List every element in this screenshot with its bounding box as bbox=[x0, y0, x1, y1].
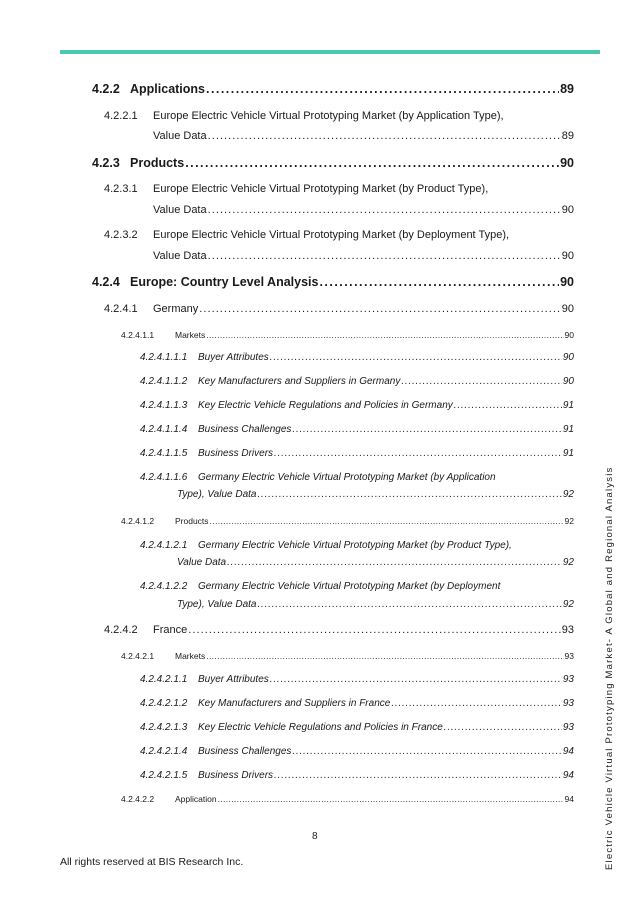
toc-number: 4.2.4.2.1.4 bbox=[140, 746, 188, 757]
toc-entry-4-2-4-2-1-2[interactable] bbox=[140, 698, 574, 709]
toc-number: 4.2.4.2.1 bbox=[121, 651, 155, 661]
toc-title: Buyer Attributes bbox=[198, 674, 269, 685]
leader-dots bbox=[206, 82, 559, 96]
toc-title: Key Electric Vehicle Regulations and Policies in France bbox=[198, 722, 443, 733]
toc-number: 4.2.3.1 bbox=[104, 183, 138, 195]
leader-dots bbox=[210, 516, 564, 526]
toc-page: 93 bbox=[562, 722, 574, 733]
toc-entry-4-2-4-1-1-6-line1[interactable] bbox=[140, 472, 496, 483]
toc-title: Buyer Attributes bbox=[198, 352, 269, 363]
toc-page: 92 bbox=[562, 489, 574, 500]
toc-number: 4.2.4.2.1.3 bbox=[140, 722, 188, 733]
toc-page: 93 bbox=[564, 651, 574, 661]
toc-title: Germany bbox=[153, 303, 199, 315]
toc-title: Markets bbox=[175, 651, 206, 661]
leader-dots bbox=[208, 250, 561, 262]
toc-entry-4-2-2-1-line1[interactable] bbox=[104, 110, 504, 122]
toc-number: 4.2.4.1.1.3 bbox=[140, 400, 188, 411]
toc-entry-4-2-4-1-1[interactable] bbox=[121, 330, 574, 340]
toc-number: 4.2.4.1.1.5 bbox=[140, 448, 188, 459]
toc-title-line1: Europe Electric Vehicle Virtual Prototyping Market (by Deployment Type), bbox=[153, 229, 510, 241]
toc-title: Europe: Country Level Analysis bbox=[130, 275, 319, 289]
toc-page: 90 bbox=[561, 303, 574, 315]
toc-title: Key Electric Vehicle Regulations and Policies in Germany bbox=[198, 400, 453, 411]
toc-title: Markets bbox=[175, 330, 206, 340]
toc-page: 89 bbox=[561, 130, 574, 142]
toc-title-line1: Europe Electric Vehicle Virtual Prototyping Market (by Product Type), bbox=[153, 183, 489, 195]
toc-entry-4-2-4[interactable] bbox=[92, 275, 574, 289]
toc-title-line1: Europe Electric Vehicle Virtual Prototyping Market (by Application Type), bbox=[153, 110, 504, 122]
toc-entry-4-2-4-2-1-1[interactable] bbox=[140, 674, 574, 685]
toc-number: 4.2.3 bbox=[92, 156, 120, 170]
toc-number: 4.2.4.1.1.6 bbox=[140, 472, 188, 483]
toc-entry-4-2-4-2-1[interactable] bbox=[121, 651, 574, 661]
leader-dots bbox=[270, 352, 562, 363]
toc-page: 90 bbox=[560, 156, 574, 170]
toc-number: 4.2.4.1 bbox=[104, 303, 138, 315]
toc-number: 4.2.4.1.1.1 bbox=[140, 352, 188, 363]
toc-title: Business Challenges bbox=[198, 424, 292, 435]
toc-number: 4.2.4.1.1.2 bbox=[140, 376, 188, 387]
leader-dots bbox=[274, 770, 562, 781]
toc-title: Type), Value Data bbox=[177, 489, 257, 500]
toc-title-line1: Germany Electric Vehicle Virtual Prototyping Market (by Application bbox=[198, 472, 496, 483]
toc-entry-4-2-2[interactable] bbox=[92, 82, 574, 96]
toc-entry-4-2-4-2-1-3[interactable] bbox=[140, 722, 574, 733]
leader-dots bbox=[391, 698, 562, 709]
toc-page: 92 bbox=[564, 516, 574, 526]
toc-title: Products bbox=[175, 516, 209, 526]
toc-title: Business Drivers bbox=[198, 448, 274, 459]
leader-dots bbox=[401, 376, 562, 387]
toc-entry-4-2-4-1-2[interactable] bbox=[121, 516, 574, 526]
toc-page: 89 bbox=[560, 82, 574, 96]
page-number: 8 bbox=[312, 831, 318, 842]
toc-title: Key Manufacturers and Suppliers in Germany bbox=[198, 376, 401, 387]
toc-page: 90 bbox=[561, 250, 574, 262]
toc-page: 92 bbox=[562, 557, 574, 568]
toc-page: 91 bbox=[562, 400, 574, 411]
toc-title-line1: Germany Electric Vehicle Virtual Prototyping Market (by Deployment bbox=[198, 581, 501, 592]
toc-title: Value Data bbox=[153, 130, 207, 142]
toc-number: 4.2.4 bbox=[92, 275, 120, 289]
toc-entry-4-2-4-2-2[interactable] bbox=[121, 794, 574, 804]
toc-number: 4.2.4.2.2 bbox=[121, 794, 155, 804]
toc-entry-4-2-4-1-1-1[interactable] bbox=[140, 352, 574, 363]
leader-dots bbox=[208, 130, 561, 142]
toc-entry-4-2-3-1-line1[interactable] bbox=[104, 183, 488, 195]
toc-title-line1: Germany Electric Vehicle Virtual Prototyping Market (by Product Type), bbox=[198, 540, 512, 551]
leader-dots bbox=[227, 557, 562, 568]
leader-dots bbox=[292, 424, 561, 435]
toc-entry-4-2-3[interactable] bbox=[92, 156, 574, 170]
toc-page: 91 bbox=[562, 448, 574, 459]
toc-title: Business Drivers bbox=[198, 770, 274, 781]
toc-page: 90 bbox=[561, 204, 574, 216]
toc-entry-4-2-4-1-2-2-line1[interactable] bbox=[140, 581, 500, 592]
leader-dots bbox=[319, 275, 559, 289]
leader-dots bbox=[444, 722, 562, 733]
leader-dots bbox=[188, 624, 561, 636]
toc-number: 4.2.4.2.1.1 bbox=[140, 674, 188, 685]
toc-entry-4-2-4-1[interactable] bbox=[104, 303, 574, 315]
toc-entry-4-2-3-2-line1[interactable] bbox=[104, 229, 509, 241]
toc-page: 93 bbox=[561, 624, 574, 636]
toc-title: Business Challenges bbox=[198, 746, 292, 757]
toc-entry-4-2-3-2[interactable] bbox=[153, 250, 574, 262]
leader-dots bbox=[206, 651, 563, 661]
toc-number: 4.2.4.2.1.5 bbox=[140, 770, 188, 781]
toc-title: Value Data bbox=[177, 557, 227, 568]
toc-page: 93 bbox=[562, 698, 574, 709]
toc-entry-4-2-4-2[interactable] bbox=[104, 624, 574, 636]
leader-dots bbox=[454, 400, 562, 411]
toc-page: 92 bbox=[562, 599, 574, 610]
toc-page: 94 bbox=[562, 746, 574, 757]
toc-page: 93 bbox=[562, 674, 574, 685]
toc-number: 4.2.2.1 bbox=[104, 110, 138, 122]
leader-dots bbox=[206, 330, 563, 340]
toc-number: 4.2.4.1.2 bbox=[121, 516, 155, 526]
toc-page: 91 bbox=[562, 424, 574, 435]
toc-entry-4-2-3-1[interactable] bbox=[153, 204, 574, 216]
toc-title: Value Data bbox=[153, 204, 207, 216]
leader-dots bbox=[218, 794, 564, 804]
toc-entry-4-2-4-1-1-5[interactable] bbox=[140, 448, 574, 459]
toc-number: 4.2.3.2 bbox=[104, 229, 138, 241]
toc-number: 4.2.4.2 bbox=[104, 624, 138, 636]
toc-number: 4.2.2 bbox=[92, 82, 120, 96]
toc-number: 4.2.4.1.2.2 bbox=[140, 581, 188, 592]
toc-entry-4-2-4-1-1-4[interactable] bbox=[140, 424, 574, 435]
toc-page: 90 bbox=[562, 352, 574, 363]
toc-page: 94 bbox=[562, 770, 574, 781]
footer-copyright: All rights reserved at BIS Research Inc. bbox=[60, 856, 244, 868]
toc-entry-4-2-4-2-1-5[interactable] bbox=[140, 770, 574, 781]
leader-dots bbox=[257, 599, 561, 610]
toc-page: 90 bbox=[562, 376, 574, 387]
toc-entry-4-2-4-2-1-4[interactable] bbox=[140, 746, 574, 757]
leader-dots bbox=[208, 204, 561, 216]
toc-number: 4.2.4.2.1.2 bbox=[140, 698, 188, 709]
leader-dots bbox=[185, 156, 559, 170]
toc-title: Key Manufacturers and Suppliers in France bbox=[198, 698, 391, 709]
toc-number: 4.2.4.1.1.4 bbox=[140, 424, 188, 435]
side-running-title: Electric Vehicle Virtual Prototyping Market- A Global and Regional Analysis bbox=[604, 466, 615, 870]
toc-entry-4-2-4-1-2-1[interactable] bbox=[177, 557, 574, 568]
toc-entry-4-2-4-1-1-3[interactable] bbox=[140, 400, 574, 411]
toc-page: 90 bbox=[560, 275, 574, 289]
toc-entry-4-2-2-1[interactable] bbox=[153, 130, 574, 142]
leader-dots bbox=[270, 674, 562, 685]
toc-page: 90 bbox=[564, 330, 574, 340]
leader-dots bbox=[257, 489, 561, 500]
toc-title: Applications bbox=[130, 82, 206, 96]
toc-entry-4-2-4-1-2-2[interactable] bbox=[177, 599, 574, 610]
toc-entry-4-2-4-1-1-6[interactable] bbox=[177, 489, 574, 500]
leader-dots bbox=[199, 303, 561, 315]
toc-number: 4.2.4.1.2.1 bbox=[140, 540, 188, 551]
toc-title: Products bbox=[130, 156, 185, 170]
toc-title: Type), Value Data bbox=[177, 599, 257, 610]
toc-title: Application bbox=[175, 794, 217, 804]
toc-entry-4-2-4-1-1-2[interactable] bbox=[140, 376, 574, 387]
toc-title: France bbox=[153, 624, 188, 636]
leader-dots bbox=[292, 746, 561, 757]
toc-entry-4-2-4-1-2-1-line1[interactable] bbox=[140, 540, 512, 551]
toc-page: 94 bbox=[564, 794, 574, 804]
toc-title: Value Data bbox=[153, 250, 207, 262]
leader-dots bbox=[274, 448, 562, 459]
toc-number: 4.2.4.1.1 bbox=[121, 330, 155, 340]
